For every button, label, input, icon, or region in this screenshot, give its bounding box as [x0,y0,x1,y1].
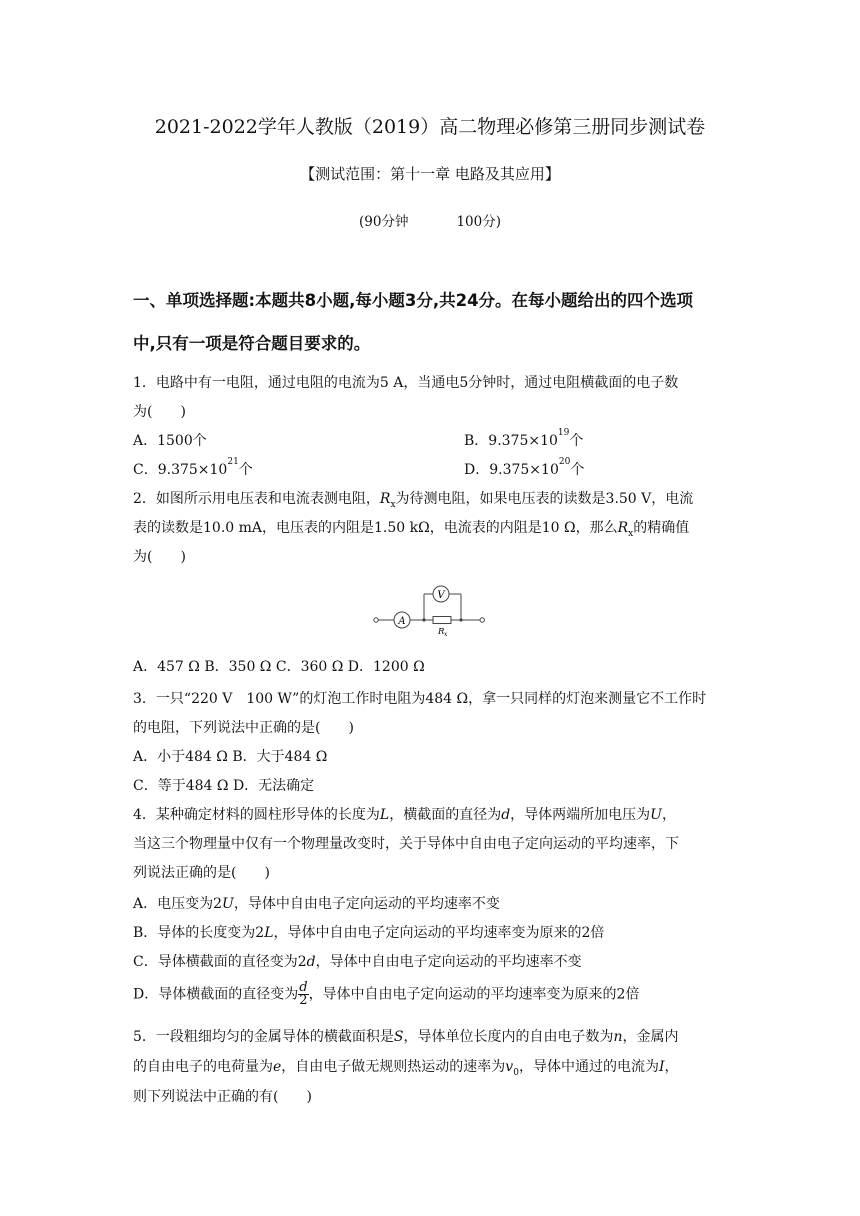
junction-dot-right [459,618,462,621]
voltmeter-label: V [437,590,445,601]
circuit-diagram [368,582,490,638]
q5-stem-line1: 5．一段粗细均匀的金属导体的横截面积是S，导体单位长度内的自由电子数为n，金属内 [133,1029,679,1045]
q4-option-b: B．导体的长度变为2L，导体中自由电子定向运动的平均速率变为原来的2倍 [133,925,605,941]
q5-stem-line3: 则下列说法中正确的有( ) [133,1089,312,1105]
total-score: 100分) [456,214,501,230]
q3-options-ab: A．小于484 Ω B．大于484 Ω [133,749,328,765]
q3-stem-line1: 3．一只“220 V 100 W”的灯泡工作时电阻为484 Ω，拿一只同样的灯泡来测量它不工作时 [133,691,707,707]
q5-stem-line2: 的自由电子的电荷量为e，自由电子做无规则热运动的速率为$v_0$，导体中通过的电流为I， [133,1059,679,1078]
section-heading-line1: 一、单项选择题:本题共8小题,每小题3分,共24分。在每小题给出的四个选项 [133,291,694,310]
resistor-label: R [438,627,445,637]
q4-stem-line2: 当这三个物理量中仅有一个物理量改变时，关于导体中自由电子定向运动的平均速率，下 [133,836,679,852]
resistor-label-sub: x [444,631,448,638]
page-title: 2021-2022学年人教版（2019）高二物理必修第三册同步测试卷 [154,116,706,138]
q2-stem-line1: 2．如图所示用电压表和电流表测电阻，$R_x$为待测电阻，如果电压表的读数是3.50 V，电流 [133,491,694,510]
q4-option-d: D．导体横截面的直径变为 $\frac{d}{2}$ ，导体中自由电子定向运动的平均速率变为原来的2倍 [133,980,640,1008]
q4-option-a: A．电压变为2U，导体中自由电子定向运动的平均速率不变 [133,896,500,912]
q4-option-c: C．导体横截面的直径变为2d，导体中自由电子定向运动的平均速率不变 [133,954,582,970]
q2-stem-line3: 为( ) [133,549,186,565]
junction-dot-left [422,618,425,621]
time-limit: (90分钟 [359,214,409,230]
q4-stem-line3: 列说法正确的是( ) [133,865,270,881]
q3-options-cd: C．等于484 Ω D．无法确定 [133,778,315,794]
q1-option-b: B．$9.375\times 10^{19}$个 [464,428,584,449]
q3-stem-line2: 的电阻，下列说法中正确的是( ) [133,720,354,736]
q1-stem-line2: 为( ) [133,404,186,420]
q1-stem-line1: 1．电路中有一电阻，通过电阻的电流为5 A，当通电5分钟时，通过电阻横截面的电子数 [133,375,679,391]
q1-option-d: D．$9.375\times 10^{20}$个 [464,457,585,478]
q4-stem-line1: 4．某种确定材料的圆柱形导体的长度为L，横截面的直径为d，导体两端所加电压为U， [133,807,676,823]
ammeter-label: A [398,616,406,627]
time-score [0,210,860,230]
q1-option-a: A．1500个 [133,433,207,449]
q2-options: A．457 Ω B．350 Ω C．360 Ω D．1200 Ω [133,659,425,675]
fraction-d-over-2: $\frac{d}{2}$ [299,980,308,1008]
q1-option-c: C．$9.375\times 10^{21}$个 [133,457,253,478]
resistor-symbol [433,617,451,624]
q2-stem-line2: 表的读数是10.0 mA，电压表的内阻是1.50 kΩ，电流表的内阻是10 Ω，那么$R_x$的精确值 [133,520,690,539]
test-scope: 【测试范围：第十一章 电路及其应用】 [300,165,560,183]
section-heading-line2: 中,只有一项是符合题目要求的。 [133,334,371,353]
